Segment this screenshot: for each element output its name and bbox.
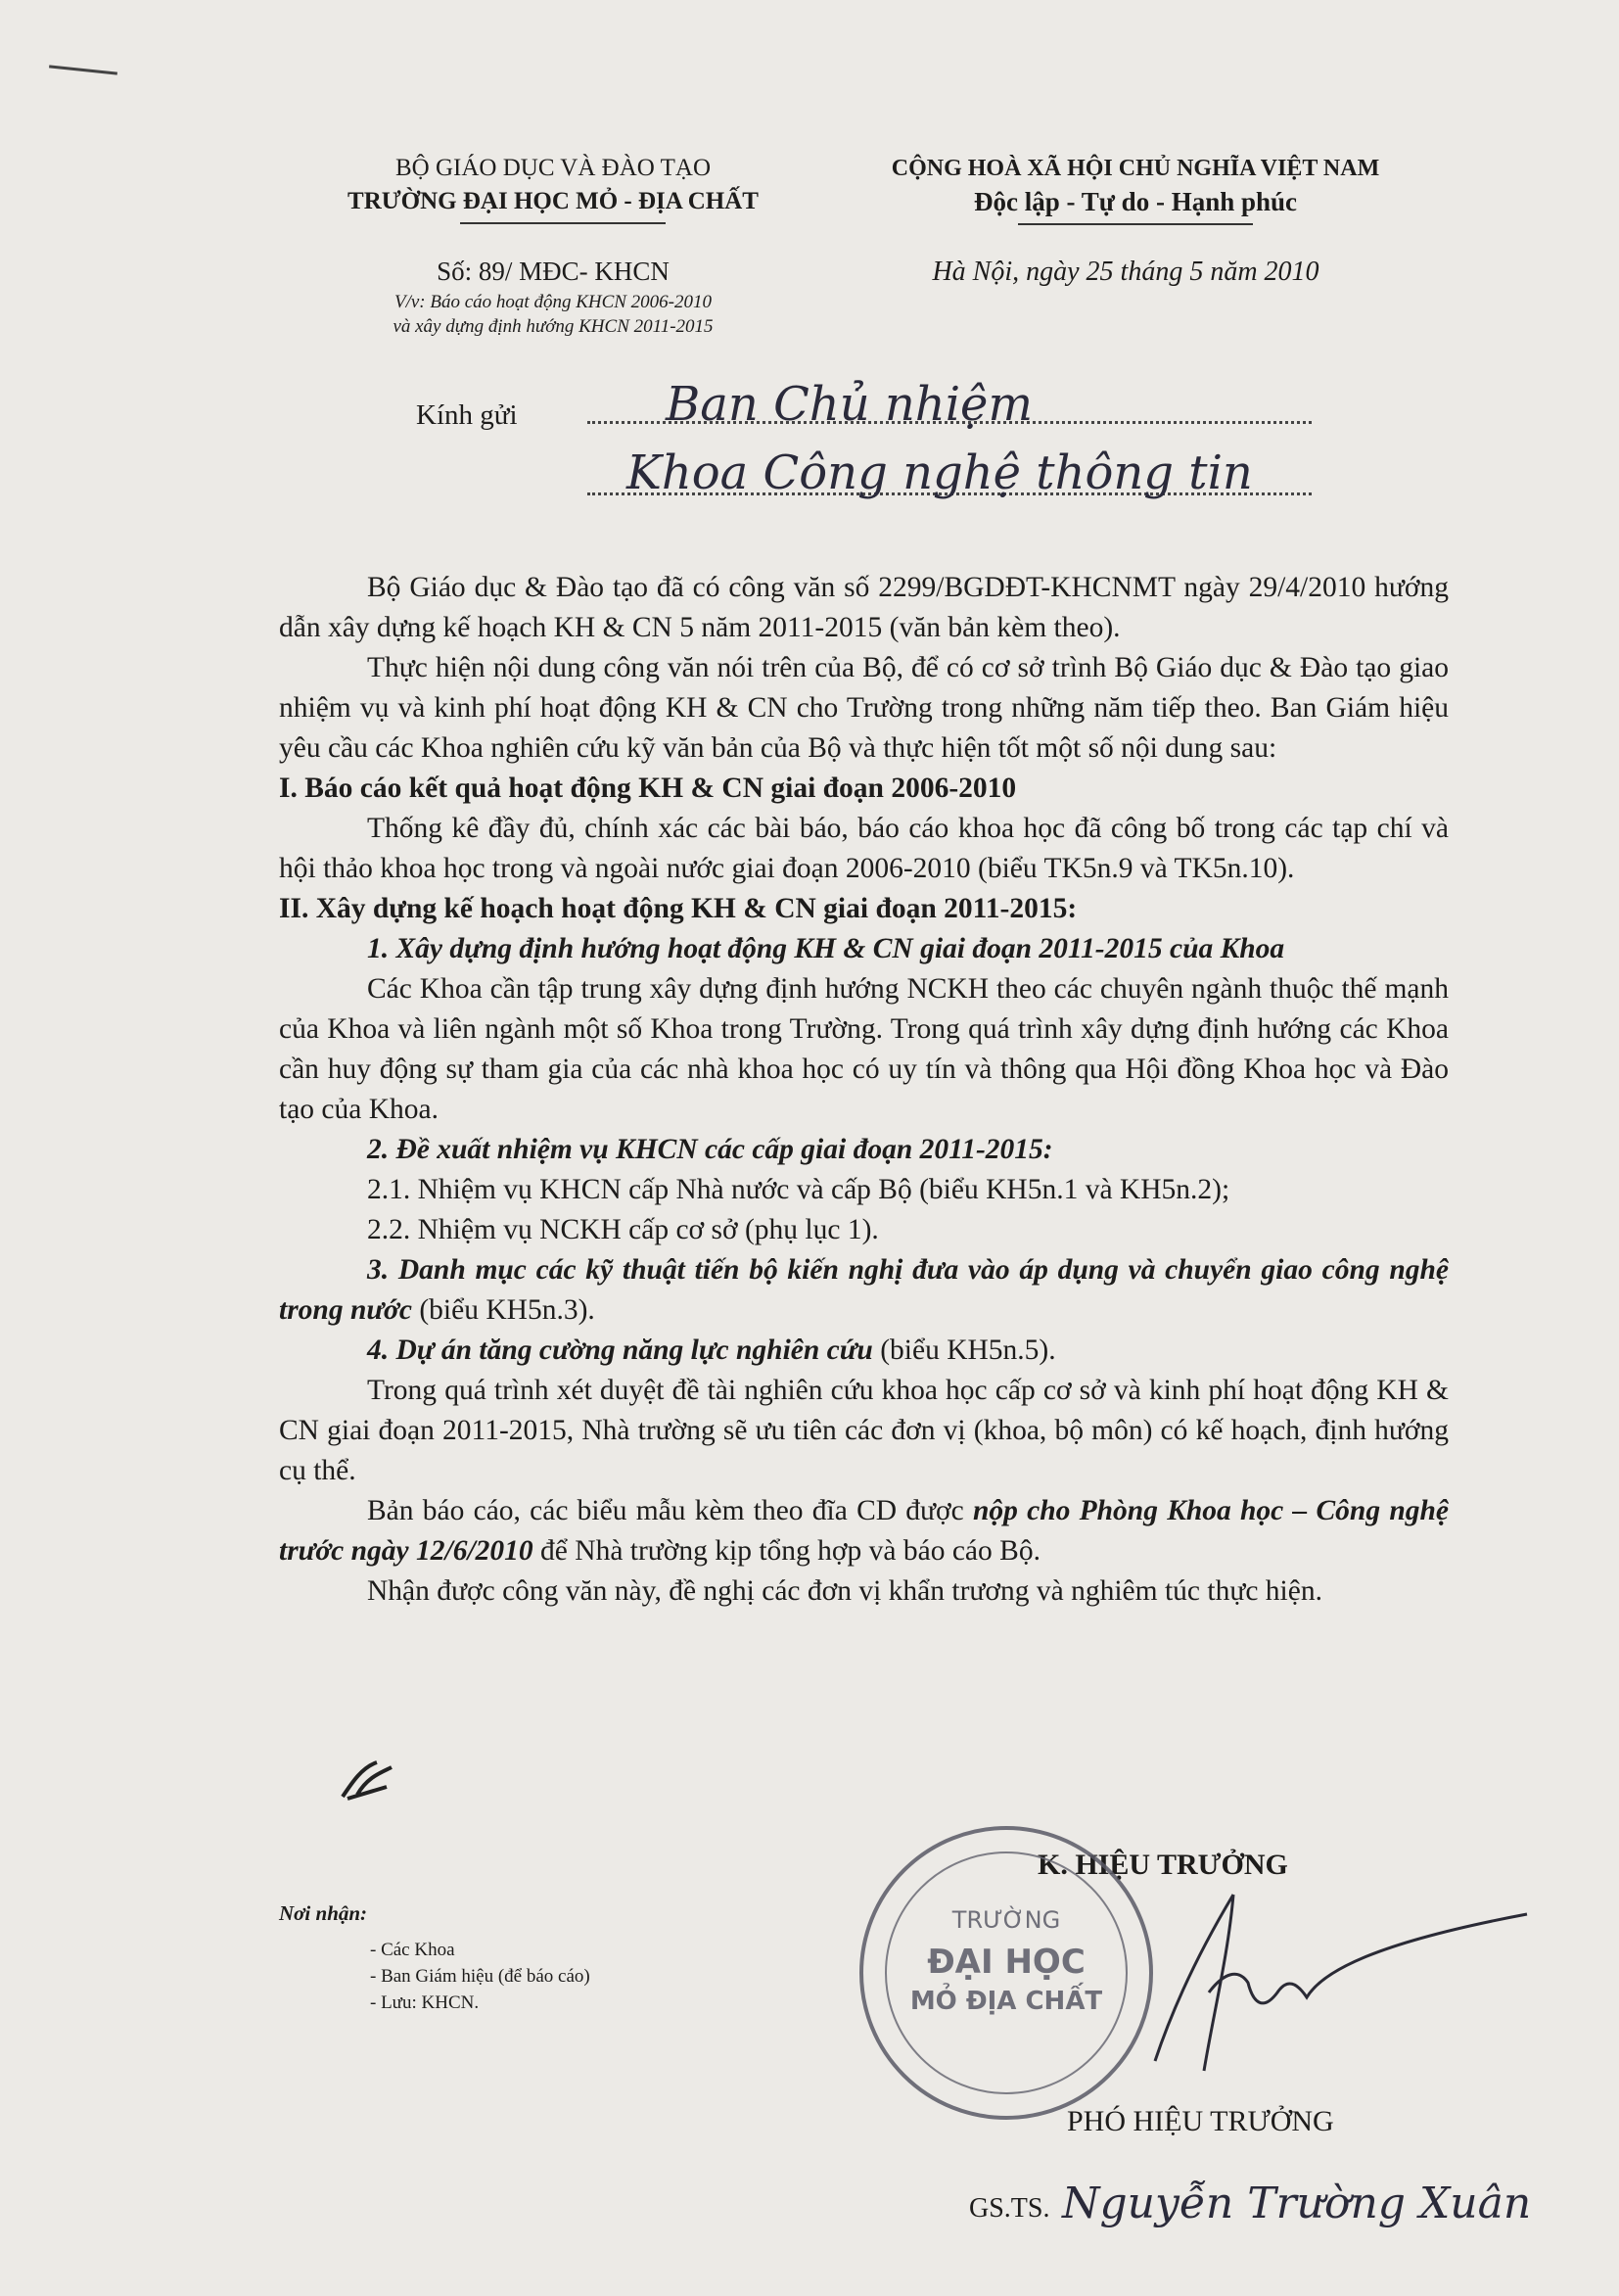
stamp-text-2: ĐẠI HỌC <box>927 1943 1086 1982</box>
paragraph-1: Bộ Giáo dục & Đào tạo đã có công văn số 2299/BGDĐT-KHCNMT ngày 29/4/2010 hướng dẫn xây dựng kế hoạch KH & CN 5 năm 2011-2015 (văn bản kèm theo). <box>279 572 1449 643</box>
item-2-2: 2.2. Nhiệm vụ NCKH cấp cơ sở (phụ lục 1). <box>367 1214 879 1245</box>
subsection-3 <box>279 1250 1449 1331</box>
subsection-heading-1: 1. Xây dựng định hướng hoạt động KH & CN giai đoạn 2011-2015 của Khoa <box>367 933 1285 964</box>
signature-role-prefix: K. <box>1038 1849 1068 1881</box>
document-number: Số: 89/ MĐC- KHCN <box>437 257 670 286</box>
recipient-item-1: - Các Khoa <box>370 1940 455 1960</box>
paragraph-3: Thống kê đầy đủ, chính xác các bài báo, báo cáo khoa học đã công bố trong các tạp chí và hội thảo khoa học trong và ngoài nước giai đoạn 2006-2010 (biểu TK5n.9 và TK5n.10). <box>279 813 1449 884</box>
paragraph-4: Các Khoa cần tập trung xây dựng định hướng NCKH theo các chuyên ngành thuộc thế mạnh của Khoa và liên ngành một số Khoa trong Trường. Trong quá trình xây dựng định hướng các Khoa cần huy động sự tham gia của các nhà khoa học có uy tín và thông qua Hội đồng Khoa học và Đào tạo của Khoa. <box>279 973 1449 1125</box>
subsection-heading-4: 4. Dự án tăng cường năng lực nghiên cứu <box>367 1335 873 1366</box>
ministry-name: BỘ GIÁO DỤC VÀ ĐÀO TẠO <box>395 155 711 181</box>
paragraph-2: Thực hiện nội dung công văn nói trên của Bộ, để có cơ sở trình Bộ Giáo dục & Đào tạo giao nhiệm vụ và kinh phí hoạt động KH & CN cho Trường trong những năm tiếp theo. Ban Giám hiệu yêu cầu các Khoa nghiên cứu kỹ văn bản của Bộ và thực hiện tốt một số nội dung sau: <box>279 652 1449 764</box>
header-underline-right <box>1018 223 1253 225</box>
initials-mark <box>338 1757 396 1802</box>
official-stamp <box>859 1826 1153 2120</box>
letter-body <box>279 568 1449 1612</box>
motto: Độc lập - Tự do - Hạnh phúc <box>973 187 1298 216</box>
recipient-label: Kính gửi <box>416 399 518 431</box>
section-heading-2: II. Xây dựng kế hoạch hoạt động KH & CN giai đoạn 2011-2015: <box>279 893 1078 924</box>
country-name: CỘNG HOÀ XÃ HỘI CHỦ NGHĨA VIỆT NAM <box>891 156 1380 181</box>
signature-role-bottom: PHÓ HIỆU TRƯỞNG <box>1067 2105 1334 2137</box>
paragraph-6-deadline: nộp cho Phòng Khoa học – Công nghệ trước ngày 12/6/2010 <box>279 1495 1449 1567</box>
signer-title: GS.TS. <box>969 2193 1050 2224</box>
stamp-text-1: TRƯỜNG <box>951 1906 1061 1934</box>
signer-name: Nguyễn Trường Xuân <box>1062 2179 1532 2228</box>
paragraph-6-c: để Nhà trường kịp tổng hợp và báo cáo Bộ. <box>532 1535 1041 1567</box>
paragraph-7: Nhận được công văn này, đề nghị các đơn vị khẩn trương và nghiêm túc thực hiện. <box>367 1575 1322 1607</box>
university-name: TRƯỜNG ĐẠI HỌC MỎ - ĐỊA CHẤT <box>347 188 759 214</box>
paragraph-5: Trong quá trình xét duyệt đề tài nghiên cứu khoa học cấp cơ sở và kinh phí hoạt động KH & CN giai đoạn 2011-2015, Nhà trường sẽ ưu tiên các đơn vị (khoa, bộ môn) có kế hoạch, định hướng cụ thể. <box>279 1375 1449 1486</box>
section-heading-1: I. Báo cáo kết quả hoạt động KH & CN giai đoạn 2006-2010 <box>279 773 1017 804</box>
pen-mark <box>49 65 117 74</box>
subsection-heading-3: 3. Danh mục các kỹ thuật tiến bộ kiến nghị đưa vào áp dụng và chuyển giao công nghệ trong nước <box>279 1254 1449 1326</box>
paragraph-6 <box>279 1491 1449 1571</box>
recipients-list <box>370 1937 590 2016</box>
recipients-list-label: Nơi nhận: <box>279 1901 368 1925</box>
header-underline-left <box>460 222 666 224</box>
recipient-handwritten-2: Khoa Công nghệ thông tin <box>626 445 1253 500</box>
subsection-4 <box>279 1331 1449 1371</box>
document-date: Hà Nội, ngày 25 tháng 5 năm 2010 <box>932 257 1319 287</box>
signature-role: HIỆU TRƯỞNG <box>1075 1849 1288 1881</box>
handwritten-signature <box>1116 1855 1537 2110</box>
stamp-text-3: MỎ ĐỊA CHẤT <box>909 1987 1103 2016</box>
recipient-item-2: - Ban Giám hiệu (để báo cáo) <box>370 1966 590 1987</box>
subsection-heading-2: 2. Đề xuất nhiệm vụ KHCN các cấp giai đoạn 2011-2015: <box>367 1134 1053 1165</box>
subject-line-1: V/v: Báo cáo hoạt động KHCN 2006-2010 <box>393 292 713 312</box>
recipient-item-3: - Lưu: KHCN. <box>370 1992 480 2013</box>
item-2-1: 2.1. Nhiệm vụ KHCN cấp Nhà nước và cấp Bộ (biểu KH5n.1 và KH5n.2); <box>367 1174 1230 1205</box>
paragraph-6-a: Bản báo cáo, các biểu mẫu kèm theo đĩa CD được <box>367 1495 973 1526</box>
subject-line-2: và xây dựng định hướng KHCN 2011-2015 <box>393 316 714 337</box>
recipient-handwritten-1: Ban Chủ nhiệm <box>666 377 1033 432</box>
subsection-4-ref: (biểu KH5n.5). <box>872 1335 1056 1366</box>
subsection-3-ref: (biểu KH5n.3). <box>411 1294 595 1326</box>
